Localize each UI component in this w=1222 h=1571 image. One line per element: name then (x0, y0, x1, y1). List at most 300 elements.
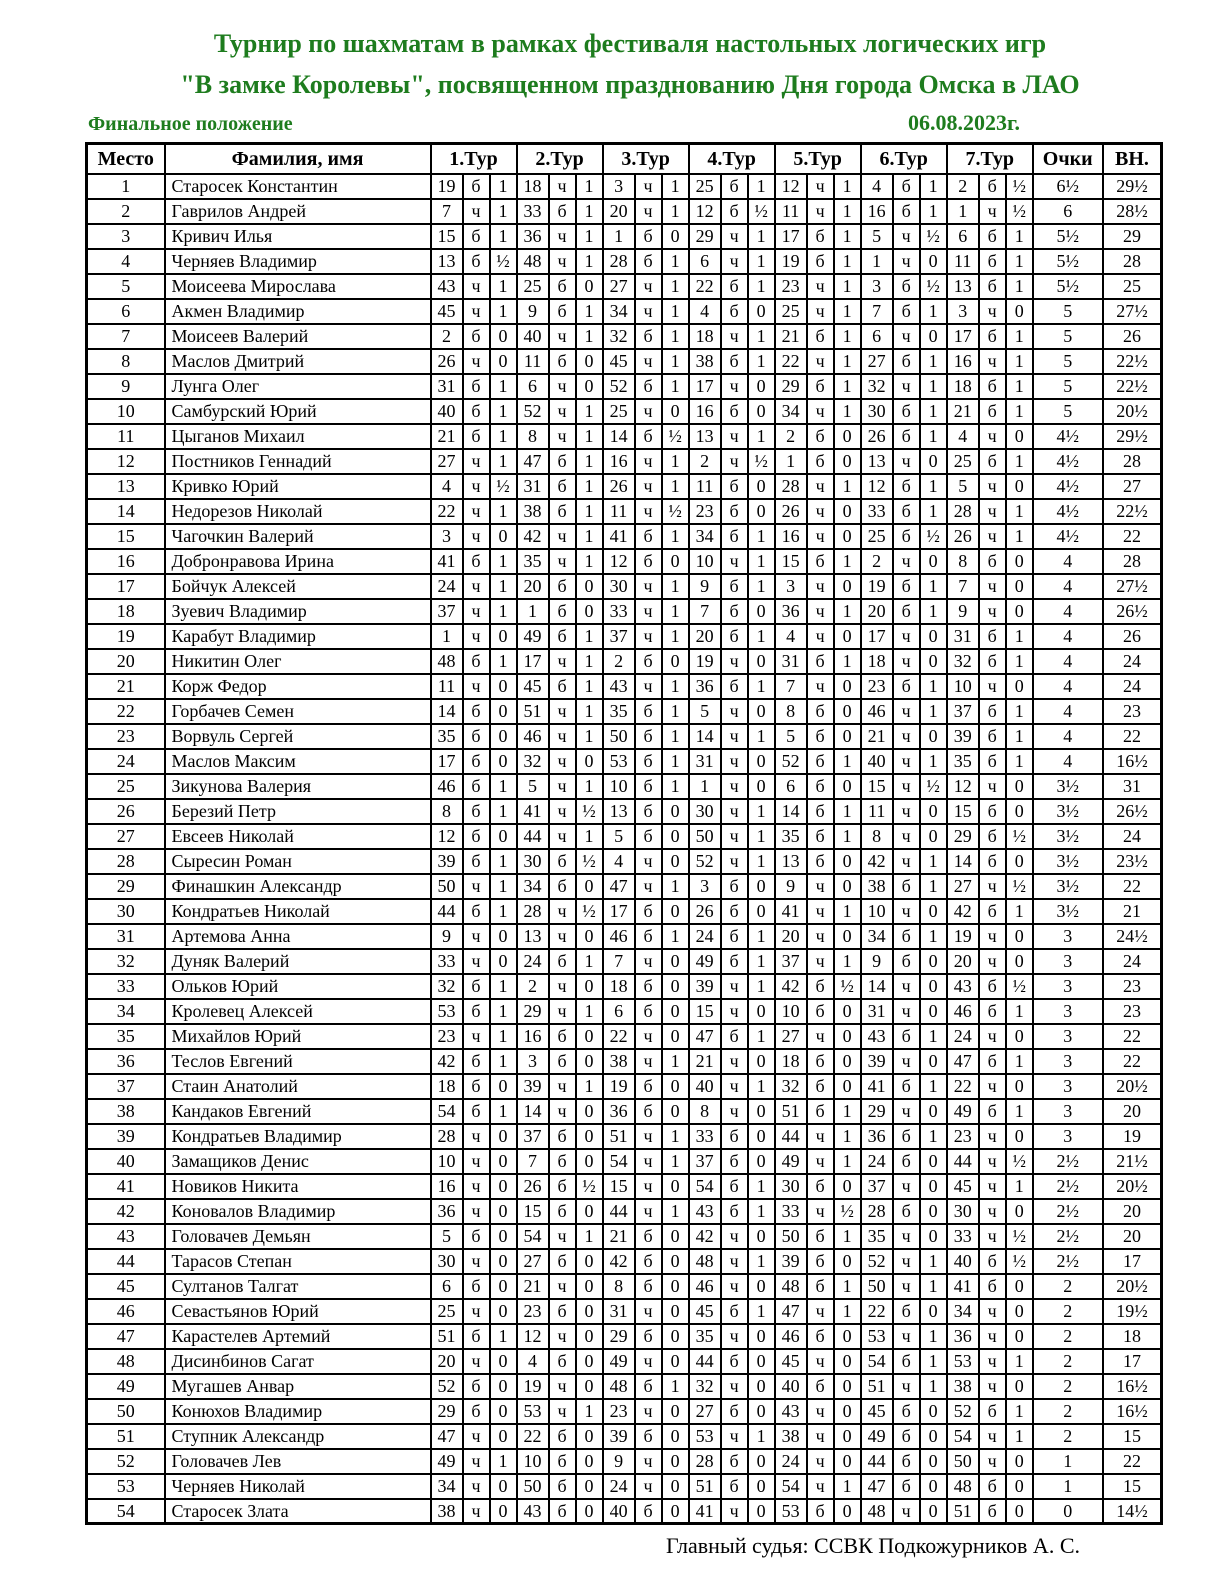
round-result-cell: 0 (576, 1124, 603, 1149)
round-opponent-cell: 9 (517, 299, 549, 324)
round-result-cell: 0 (748, 1399, 775, 1424)
round-color-cell: ч (893, 1099, 920, 1124)
buchholz-cell: 23 (1103, 974, 1162, 999)
round-result-cell: 0 (576, 349, 603, 374)
round-result-cell: 1 (834, 224, 861, 249)
points-cell: 2 (1033, 1274, 1103, 1299)
table-row (87, 1399, 1162, 1424)
round-color-cell: ч (635, 499, 662, 524)
place-cell: 16 (87, 549, 165, 574)
points-cell: 4½ (1033, 474, 1103, 499)
round-result-cell: 1 (576, 949, 603, 974)
buchholz-cell: 20½ (1103, 1174, 1162, 1199)
round-opponent-cell: 54 (861, 1349, 893, 1374)
round-color-cell: б (893, 199, 920, 224)
round-color-cell: ч (979, 524, 1006, 549)
round-color-cell: ч (893, 1249, 920, 1274)
round-result-cell: 1 (1006, 499, 1033, 524)
round-color-cell: б (807, 724, 834, 749)
round-color-cell: б (807, 1174, 834, 1199)
round-result-cell: 1 (748, 924, 775, 949)
round-opponent-cell: 5 (431, 1224, 463, 1249)
buchholz-cell: 16½ (1103, 1374, 1162, 1399)
buchholz-cell: 19½ (1103, 1299, 1162, 1324)
round-result-cell: 1 (662, 249, 689, 274)
round-result-cell: 0 (1006, 774, 1033, 799)
round-opponent-cell: 11 (431, 674, 463, 699)
round-opponent-cell: 15 (517, 1199, 549, 1224)
buchholz-cell: 26½ (1103, 599, 1162, 624)
round-result-cell: 0 (662, 1424, 689, 1449)
round-result-cell: 0 (576, 874, 603, 899)
round-opponent-cell: 6 (947, 224, 979, 249)
round-color-cell: ч (463, 574, 490, 599)
round-opponent-cell: 49 (517, 624, 549, 649)
page-title-line1: Турнир по шахматам в рамках фестиваля настольных логических игр (213, 29, 1047, 58)
points-cell: 2 (1033, 1349, 1103, 1374)
round-result-cell: 0 (490, 524, 517, 549)
round-result-cell: 0 (1006, 299, 1033, 324)
round-color-cell: ч (893, 1224, 920, 1249)
round-result-cell: 0 (576, 574, 603, 599)
round-color-cell: ч (463, 949, 490, 974)
table-row (87, 374, 1162, 399)
round-result-cell: 0 (490, 1349, 517, 1374)
round-opponent-cell: 13 (775, 849, 807, 874)
round-opponent-cell: 49 (431, 1449, 463, 1474)
round-opponent-cell: 51 (775, 1099, 807, 1124)
round-opponent-cell: 25 (603, 399, 635, 424)
round-color-cell: ч (463, 1474, 490, 1499)
round-result-cell: 1 (834, 299, 861, 324)
place-cell: 11 (87, 424, 165, 449)
round-opponent-cell: 32 (775, 1074, 807, 1099)
buchholz-cell: 17 (1103, 1249, 1162, 1274)
round-color-cell: б (549, 1474, 576, 1499)
round-result-cell: 1 (490, 399, 517, 424)
round-opponent-cell: 42 (431, 1049, 463, 1074)
round-result-cell: 1 (920, 1249, 947, 1274)
round-result-cell: 1 (662, 774, 689, 799)
round-opponent-cell: 19 (603, 1074, 635, 1099)
round-result-cell: 0 (834, 449, 861, 474)
buchholz-cell: 16½ (1103, 749, 1162, 774)
buchholz-cell: 14½ (1103, 1499, 1162, 1524)
col-header-round-1: 1.Тур (431, 144, 517, 174)
round-color-cell: ч (463, 299, 490, 324)
round-opponent-cell: 29 (947, 824, 979, 849)
round-color-cell: б (635, 774, 662, 799)
round-color-cell: б (807, 324, 834, 349)
round-result-cell: 1 (490, 299, 517, 324)
table-row (87, 574, 1162, 599)
round-result-cell: 0 (490, 1474, 517, 1499)
player-name-cell: Черняев Владимир (165, 249, 431, 274)
round-result-cell: 1 (920, 424, 947, 449)
col-header-round-7: 7.Тур (947, 144, 1033, 174)
round-opponent-cell: 18 (603, 974, 635, 999)
round-result-cell: 1 (1006, 374, 1033, 399)
round-opponent-cell: 31 (603, 1299, 635, 1324)
round-color-cell: ч (549, 999, 576, 1024)
points-cell: 3 (1033, 999, 1103, 1024)
round-result-cell: 0 (920, 949, 947, 974)
place-cell: 22 (87, 699, 165, 724)
round-color-cell: б (979, 624, 1006, 649)
round-opponent-cell: 16 (431, 1174, 463, 1199)
round-opponent-cell: 37 (431, 599, 463, 624)
round-color-cell: ч (807, 1024, 834, 1049)
round-color-cell: ч (807, 924, 834, 949)
player-name-cell: Акмен Владимир (165, 299, 431, 324)
points-cell: 5½ (1033, 249, 1103, 274)
round-result-cell: 0 (748, 874, 775, 899)
round-color-cell: б (635, 249, 662, 274)
round-opponent-cell: 51 (517, 699, 549, 724)
player-name-cell: Мугашев Анвар (165, 1374, 431, 1399)
round-result-cell: 1 (1006, 724, 1033, 749)
round-result-cell: 1 (748, 1424, 775, 1449)
round-result-cell: 0 (662, 1499, 689, 1524)
round-opponent-cell: 23 (603, 1399, 635, 1424)
round-opponent-cell: 31 (517, 474, 549, 499)
points-cell: 4 (1033, 749, 1103, 774)
round-opponent-cell: 34 (431, 1474, 463, 1499)
buchholz-cell: 15 (1103, 1424, 1162, 1449)
round-opponent-cell: 40 (689, 1074, 721, 1099)
round-opponent-cell: 17 (775, 224, 807, 249)
col-header-place: Место (87, 144, 165, 174)
round-opponent-cell: 20 (431, 1349, 463, 1374)
round-color-cell: б (463, 249, 490, 274)
place-cell: 44 (87, 1249, 165, 1274)
round-opponent-cell: 35 (603, 699, 635, 724)
round-result-cell: 1 (834, 1274, 861, 1299)
table-row (87, 499, 1162, 524)
round-opponent-cell: 30 (517, 849, 549, 874)
round-opponent-cell: 13 (861, 449, 893, 474)
round-result-cell: 1 (834, 949, 861, 974)
round-result-cell: 1 (920, 374, 947, 399)
place-cell: 15 (87, 524, 165, 549)
round-color-cell: ч (893, 1274, 920, 1299)
round-opponent-cell: 9 (861, 949, 893, 974)
round-color-cell: б (807, 1274, 834, 1299)
round-opponent-cell: 26 (517, 1174, 549, 1199)
round-color-cell: ч (549, 1224, 576, 1249)
round-opponent-cell: 10 (775, 999, 807, 1024)
round-color-cell: ч (463, 674, 490, 699)
round-result-cell: 0 (490, 1074, 517, 1099)
round-result-cell: ½ (576, 849, 603, 874)
place-cell: 25 (87, 774, 165, 799)
round-color-cell: б (807, 1499, 834, 1524)
round-color-cell: б (463, 374, 490, 399)
round-opponent-cell: 51 (947, 1499, 979, 1524)
round-color-cell: ч (893, 974, 920, 999)
round-result-cell: 1 (576, 399, 603, 424)
round-color-cell: б (893, 1399, 920, 1424)
round-result-cell: 1 (920, 599, 947, 624)
round-result-cell: 1 (748, 574, 775, 599)
round-opponent-cell: 5 (861, 224, 893, 249)
round-color-cell: ч (635, 199, 662, 224)
round-result-cell: 0 (920, 1299, 947, 1324)
table-row (87, 1049, 1162, 1074)
round-opponent-cell: 34 (603, 299, 635, 324)
round-result-cell: 1 (490, 974, 517, 999)
round-result-cell: 1 (834, 1474, 861, 1499)
round-result-cell: 1 (1006, 524, 1033, 549)
round-result-cell: 1 (920, 1074, 947, 1099)
col-header-round-5: 5.Тур (775, 144, 861, 174)
table-row (87, 749, 1162, 774)
round-result-cell: 0 (490, 724, 517, 749)
round-color-cell: б (635, 1074, 662, 1099)
round-color-cell: ч (463, 449, 490, 474)
round-opponent-cell: 52 (775, 749, 807, 774)
round-result-cell: 1 (1006, 1049, 1033, 1074)
place-cell: 54 (87, 1499, 165, 1524)
round-opponent-cell: 29 (689, 224, 721, 249)
round-result-cell: 0 (662, 649, 689, 674)
table-row (87, 1374, 1162, 1399)
round-color-cell: ч (549, 1324, 576, 1349)
round-result-cell: 0 (834, 1399, 861, 1424)
round-result-cell: 1 (1006, 1099, 1033, 1124)
round-result-cell: 0 (834, 1049, 861, 1074)
buchholz-cell: 20½ (1103, 1074, 1162, 1099)
round-result-cell: 1 (920, 399, 947, 424)
round-color-cell: б (807, 699, 834, 724)
round-result-cell: 0 (920, 1499, 947, 1524)
round-opponent-cell: 3 (861, 274, 893, 299)
round-opponent-cell: 37 (517, 1124, 549, 1149)
round-opponent-cell: 34 (517, 874, 549, 899)
round-opponent-cell: 11 (603, 499, 635, 524)
round-result-cell: 0 (662, 1399, 689, 1424)
round-color-cell: б (979, 1049, 1006, 1074)
round-color-cell: ч (721, 1224, 748, 1249)
buchholz-cell: 28½ (1103, 199, 1162, 224)
round-opponent-cell: 33 (431, 949, 463, 974)
round-result-cell: 0 (834, 1424, 861, 1449)
table-row (87, 1299, 1162, 1324)
round-color-cell: ч (549, 324, 576, 349)
buchholz-cell: 21 (1103, 899, 1162, 924)
round-result-cell: 1 (490, 1324, 517, 1349)
round-result-cell: 1 (920, 924, 947, 949)
round-result-cell: 1 (490, 449, 517, 474)
round-color-cell: б (721, 1199, 748, 1224)
round-result-cell: 0 (834, 924, 861, 949)
round-result-cell: ½ (1006, 874, 1033, 899)
round-opponent-cell: 44 (517, 824, 549, 849)
player-name-cell: Дуняк Валерий (165, 949, 431, 974)
round-result-cell: ½ (490, 474, 517, 499)
round-result-cell: 0 (834, 499, 861, 524)
round-opponent-cell: 25 (431, 1299, 463, 1324)
buchholz-cell: 29½ (1103, 174, 1162, 199)
round-result-cell: 0 (490, 1499, 517, 1524)
round-color-cell: б (807, 1074, 834, 1099)
round-result-cell: 0 (920, 724, 947, 749)
round-opponent-cell: 41 (517, 799, 549, 824)
round-color-cell: б (549, 274, 576, 299)
round-result-cell: 0 (490, 1224, 517, 1249)
round-color-cell: б (635, 424, 662, 449)
round-result-cell: 1 (576, 199, 603, 224)
round-opponent-cell: 3 (947, 299, 979, 324)
round-color-cell: ч (635, 624, 662, 649)
round-result-cell: 0 (576, 274, 603, 299)
round-result-cell: ½ (1006, 1224, 1033, 1249)
round-opponent-cell: 27 (431, 449, 463, 474)
round-color-cell: ч (893, 724, 920, 749)
round-opponent-cell: 25 (861, 524, 893, 549)
round-color-cell: ч (721, 1249, 748, 1274)
round-result-cell: 0 (1006, 1074, 1033, 1099)
round-color-cell: б (549, 1299, 576, 1324)
round-opponent-cell: 32 (861, 374, 893, 399)
round-color-cell: б (893, 1449, 920, 1474)
round-color-cell: ч (979, 474, 1006, 499)
place-cell: 38 (87, 1099, 165, 1124)
round-color-cell: б (807, 774, 834, 799)
round-opponent-cell: 8 (947, 549, 979, 574)
round-color-cell: б (721, 574, 748, 599)
round-opponent-cell: 49 (603, 1349, 635, 1374)
round-result-cell: 0 (834, 699, 861, 724)
round-color-cell: б (893, 349, 920, 374)
round-result-cell: 1 (748, 624, 775, 649)
points-cell: 6½ (1033, 174, 1103, 199)
round-opponent-cell: 21 (689, 1049, 721, 1074)
buchholz-cell: 26 (1103, 324, 1162, 349)
round-opponent-cell: 22 (689, 274, 721, 299)
round-result-cell: 0 (490, 1174, 517, 1199)
round-color-cell: ч (635, 1199, 662, 1224)
round-color-cell: ч (807, 349, 834, 374)
round-opponent-cell: 42 (517, 524, 549, 549)
round-color-cell: б (463, 1399, 490, 1424)
round-color-cell: б (721, 874, 748, 899)
round-result-cell: ½ (920, 274, 947, 299)
round-color-cell: б (549, 1249, 576, 1274)
round-opponent-cell: 6 (861, 324, 893, 349)
player-name-cell: Кривко Юрий (165, 474, 431, 499)
round-color-cell: б (893, 1349, 920, 1374)
round-opponent-cell: 42 (775, 974, 807, 999)
round-opponent-cell: 36 (689, 674, 721, 699)
round-opponent-cell: 47 (861, 1474, 893, 1499)
round-color-cell: ч (549, 924, 576, 949)
round-color-cell: б (721, 1449, 748, 1474)
buchholz-cell: 22 (1103, 524, 1162, 549)
buchholz-cell: 20½ (1103, 399, 1162, 424)
round-opponent-cell: 33 (947, 1224, 979, 1249)
round-result-cell: 0 (662, 949, 689, 974)
round-opponent-cell: 1 (603, 224, 635, 249)
player-name-cell: Михайлов Юрий (165, 1024, 431, 1049)
round-color-cell: ч (979, 924, 1006, 949)
player-name-cell: Кривич Илья (165, 224, 431, 249)
round-opponent-cell: 54 (431, 1099, 463, 1124)
round-color-cell: б (549, 1124, 576, 1149)
round-opponent-cell: 28 (689, 1449, 721, 1474)
round-opponent-cell: 44 (431, 899, 463, 924)
place-cell: 37 (87, 1074, 165, 1099)
round-result-cell: 1 (748, 974, 775, 999)
round-result-cell: 0 (1006, 1299, 1033, 1324)
round-color-cell: б (893, 1424, 920, 1449)
points-cell: 5½ (1033, 224, 1103, 249)
round-result-cell: 0 (834, 1324, 861, 1349)
round-color-cell: ч (635, 674, 662, 699)
round-result-cell: 1 (748, 274, 775, 299)
round-result-cell: 1 (490, 499, 517, 524)
round-color-cell: б (807, 1099, 834, 1124)
round-result-cell: 0 (748, 1274, 775, 1299)
points-cell: 2½ (1033, 1249, 1103, 1274)
round-result-cell: 0 (748, 1124, 775, 1149)
round-result-cell: 1 (576, 999, 603, 1024)
round-color-cell: ч (549, 549, 576, 574)
buchholz-cell: 28 (1103, 449, 1162, 474)
round-color-cell: б (463, 174, 490, 199)
round-result-cell: 0 (662, 974, 689, 999)
round-opponent-cell: 18 (861, 649, 893, 674)
round-result-cell: 1 (576, 249, 603, 274)
round-color-cell: б (463, 399, 490, 424)
subtitle-row (88, 110, 1160, 136)
round-color-cell: б (893, 1474, 920, 1499)
player-name-cell: Маслов Дмитрий (165, 349, 431, 374)
round-opponent-cell: 30 (603, 574, 635, 599)
round-result-cell: 0 (662, 224, 689, 249)
round-result-cell: 0 (576, 1349, 603, 1374)
round-color-cell: ч (721, 449, 748, 474)
round-result-cell: 1 (834, 1124, 861, 1149)
round-result-cell: 0 (834, 574, 861, 599)
round-result-cell: 0 (1006, 1024, 1033, 1049)
round-opponent-cell: 11 (861, 799, 893, 824)
round-result-cell: 0 (834, 674, 861, 699)
round-color-cell: ч (979, 424, 1006, 449)
place-cell: 53 (87, 1474, 165, 1499)
round-opponent-cell: 2 (689, 449, 721, 474)
round-color-cell: б (463, 974, 490, 999)
table-row (87, 949, 1162, 974)
round-color-cell: ч (549, 1274, 576, 1299)
round-opponent-cell: 50 (775, 1224, 807, 1249)
round-result-cell: 0 (576, 1099, 603, 1124)
points-cell: 5 (1033, 324, 1103, 349)
round-opponent-cell: 17 (861, 624, 893, 649)
buchholz-cell: 21½ (1103, 1149, 1162, 1174)
round-opponent-cell: 2 (775, 424, 807, 449)
round-color-cell: ч (463, 274, 490, 299)
round-result-cell: 0 (576, 1274, 603, 1299)
round-color-cell: ч (549, 699, 576, 724)
place-cell: 50 (87, 1399, 165, 1424)
round-result-cell: 1 (834, 799, 861, 824)
round-result-cell: 0 (662, 549, 689, 574)
player-name-cell: Артемова Анна (165, 924, 431, 949)
round-result-cell: 1 (576, 224, 603, 249)
round-opponent-cell: 29 (517, 999, 549, 1024)
round-result-cell: 1 (748, 1074, 775, 1099)
